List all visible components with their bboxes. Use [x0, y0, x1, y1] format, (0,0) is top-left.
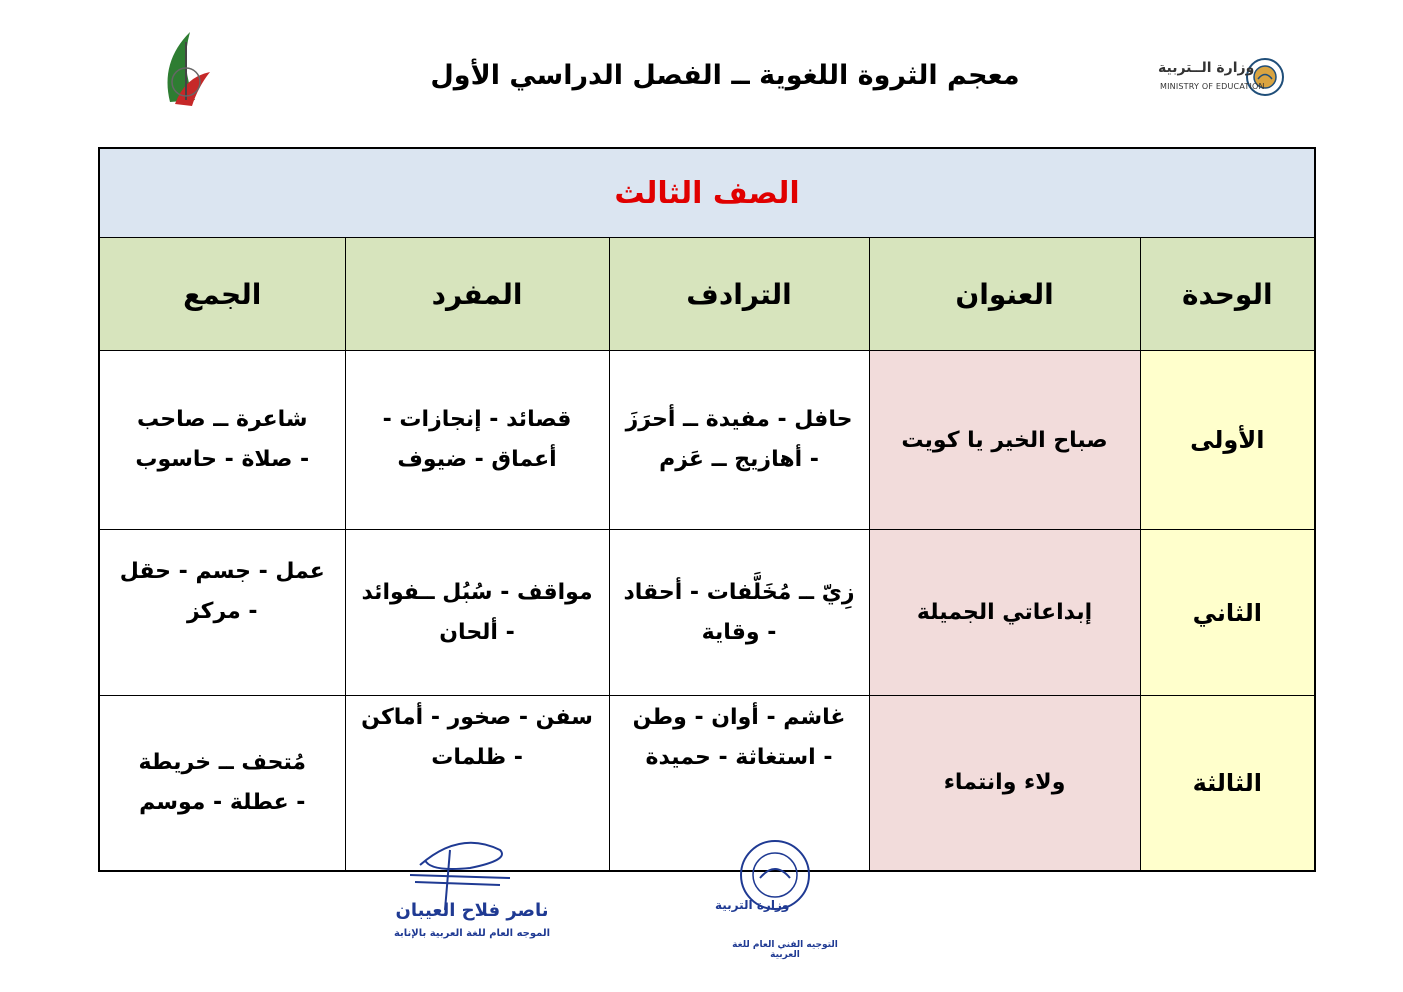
singular-line: - ألحان: [439, 619, 515, 645]
signature-name: ناصر فلاح العيبان: [395, 900, 549, 921]
table-row: [99, 530, 1315, 696]
singular-line: سفن - صخور - أماكن: [361, 705, 593, 730]
lesson-title-cell: إبداعاتي الجميلة: [869, 530, 1140, 696]
column-header-unit: الوحدة: [1140, 238, 1315, 351]
synonyms-line: - وقاية: [701, 619, 777, 645]
singular-cell: [345, 530, 609, 696]
synonyms-line: - استغاثة - حميدة: [645, 745, 833, 770]
singular-line: أعماق - ضيوف: [397, 447, 557, 472]
column-header-singular: المفرد: [345, 238, 609, 351]
unit-cell: الأولى: [1140, 351, 1315, 530]
synonyms-line: - أهازيج ــ عَزم: [659, 447, 819, 472]
ministry-name-en: MINISTRY OF EDUCATION: [1160, 82, 1265, 91]
plural-line: عمل - جسم - حقل: [119, 559, 325, 584]
singular-line: مواقف - سُبُل ــفوائد: [361, 579, 593, 605]
lesson-title-cell: ولاء وانتماء: [869, 696, 1140, 871]
synonyms-cell: [609, 530, 869, 696]
stamp-department: التوجيه الفني العام للغة العربية: [732, 940, 838, 960]
plural-line: - مركز: [186, 599, 258, 624]
grade-title: الصف الثالث: [99, 148, 1315, 238]
singular-line: قصائد - إنجازات -: [382, 407, 572, 432]
synonyms-line: حافل - مفيدة ــ أحرَزَ: [625, 407, 853, 432]
arabic-guidance-logo: [150, 22, 222, 118]
plural-cell: [99, 696, 345, 871]
synonyms-line: غاشم - أوان - وطن: [632, 705, 846, 730]
header-row: [99, 238, 1315, 351]
plural-line: شاعرة ــ صاحب: [136, 407, 308, 432]
grade-row: [99, 148, 1315, 238]
plural-line: - صلاة - حاسوب: [135, 447, 310, 472]
signature-role: الموجه العام للغة العربية بالإنابة: [393, 928, 551, 939]
page-title: معجم الثروة اللغوية ــ الفصل الدراسي الأول: [430, 60, 1020, 91]
synonyms-cell: [609, 351, 869, 530]
plural-cell: [99, 530, 345, 696]
plural-cell: [99, 351, 345, 530]
synonyms-line: زِيّ ــ مُخَلَّفات - أحقاد: [623, 579, 855, 605]
plural-line: مُتحف ــ خريطة: [138, 749, 307, 775]
unit-cell: الثالثة: [1140, 696, 1315, 871]
signature-scribble: [350, 790, 580, 980]
singular-cell: [345, 351, 609, 530]
ministry-name-ar: وزارة الــتربية: [1158, 60, 1255, 76]
stamp-ministry: وزارة التربية: [715, 898, 790, 912]
column-header-plural: الجمع: [99, 238, 345, 351]
plural-line: - عطلة - موسم: [139, 789, 306, 815]
column-header-title: العنوان: [869, 238, 1140, 351]
table-row: [99, 351, 1315, 530]
unit-cell: الثاني: [1140, 530, 1315, 696]
vocabulary-table: [98, 147, 1316, 872]
column-header-synonyms: الترادف: [609, 238, 869, 351]
singular-line: - ظلمات: [431, 745, 523, 770]
lesson-title-cell: صباح الخير يا كويت: [869, 351, 1140, 530]
